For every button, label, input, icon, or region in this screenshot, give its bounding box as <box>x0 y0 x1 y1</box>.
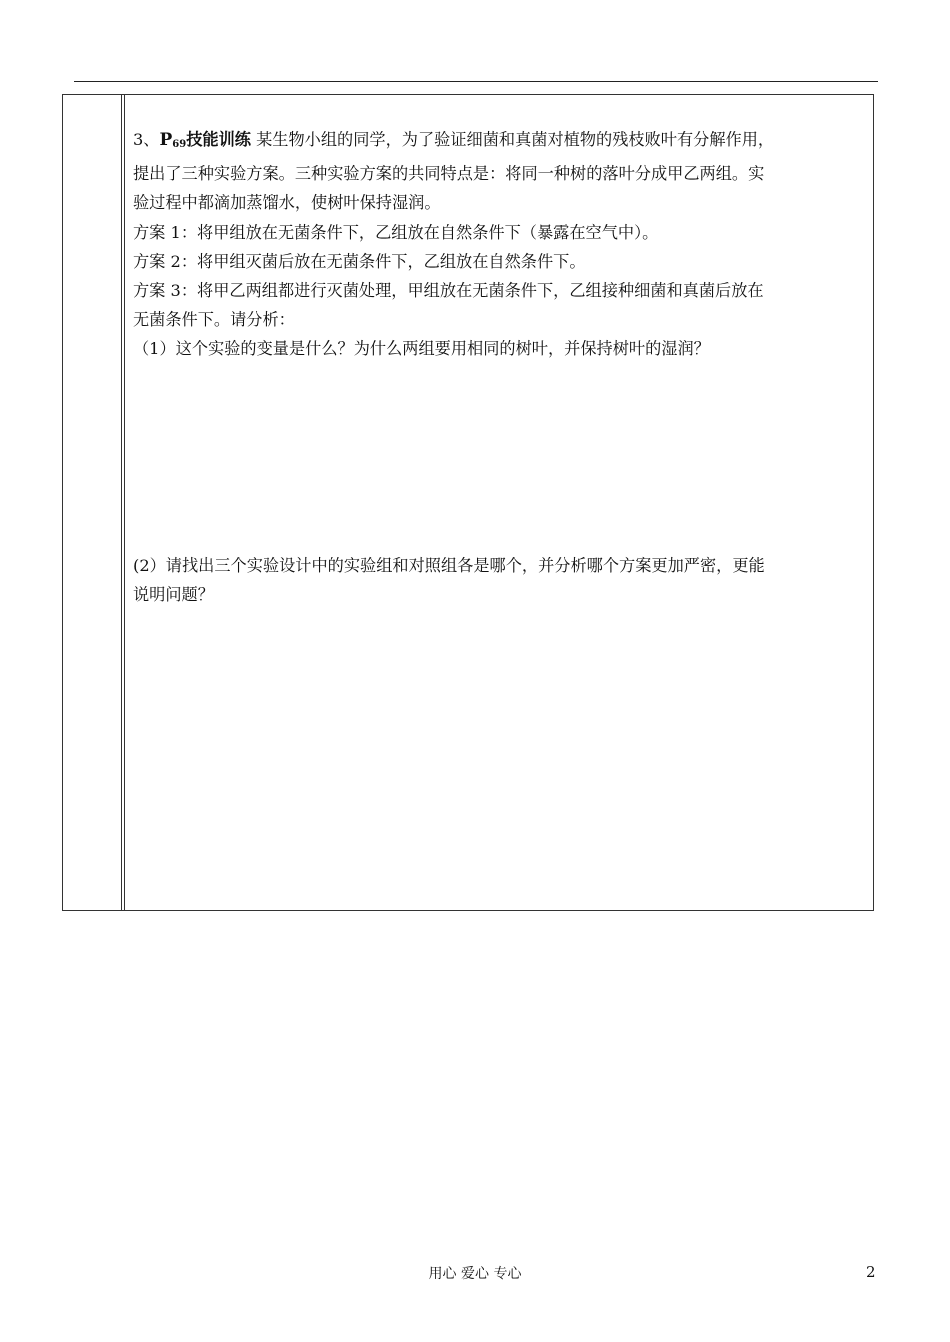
sub-question-2-line-2: 说明问题？ <box>133 584 214 604</box>
page-ref-letter: P <box>159 130 173 150</box>
table-left-column <box>63 95 122 910</box>
question-table <box>62 94 874 911</box>
page-number: 2 <box>866 1263 876 1281</box>
intro-line-2: 提出了三种实验方案。三种实验方案的共同特点是：将同一种树的落叶分成甲乙两组。实 <box>133 164 765 184</box>
intro-line-1: 某生物小组的同学，为了验证细菌和真菌对植物的残枝败叶有分解作用， <box>250 130 775 149</box>
plan-3-line-1: 方案 3：将甲乙两组都进行灭菌处理，甲组放在无菌条件下，乙组接种细菌和真菌后放在 <box>133 281 764 301</box>
page-ref-number: 69 <box>172 139 187 150</box>
sub-question-2-line-1: (2）请找出三个实验设计中的实验组和对照组各是哪个，并分析哪个方案更加严密，更能 <box>133 555 765 575</box>
header-rule <box>74 81 878 82</box>
intro-line-3: 验过程中都滴加蒸馏水，使树叶保持湿润。 <box>133 193 441 213</box>
question-content <box>133 125 869 609</box>
question-intro <box>133 125 869 218</box>
table-double-rule <box>124 95 125 910</box>
question-title: 技能训练 <box>186 130 251 149</box>
sub-question-1: （1）这个实验的变量是什么？为什么两组要用相同的树叶，并保持树叶的湿润？ <box>133 339 710 359</box>
plan-2: 方案 2：将甲组灭菌后放在无菌条件下，乙组放在自然条件下。 <box>133 251 586 271</box>
footer-motto: 用心 爱心 专心 <box>428 1266 522 1282</box>
sub-question-2 <box>133 551 869 609</box>
question-number: 3、 <box>133 130 160 149</box>
plan-1: 方案 1：将甲组放在无菌条件下，乙组放在自然条件下（暴露在空气中）。 <box>133 222 659 242</box>
plan-3 <box>133 276 869 334</box>
plan-3-line-2: 无菌条件下。请分析： <box>133 310 295 330</box>
